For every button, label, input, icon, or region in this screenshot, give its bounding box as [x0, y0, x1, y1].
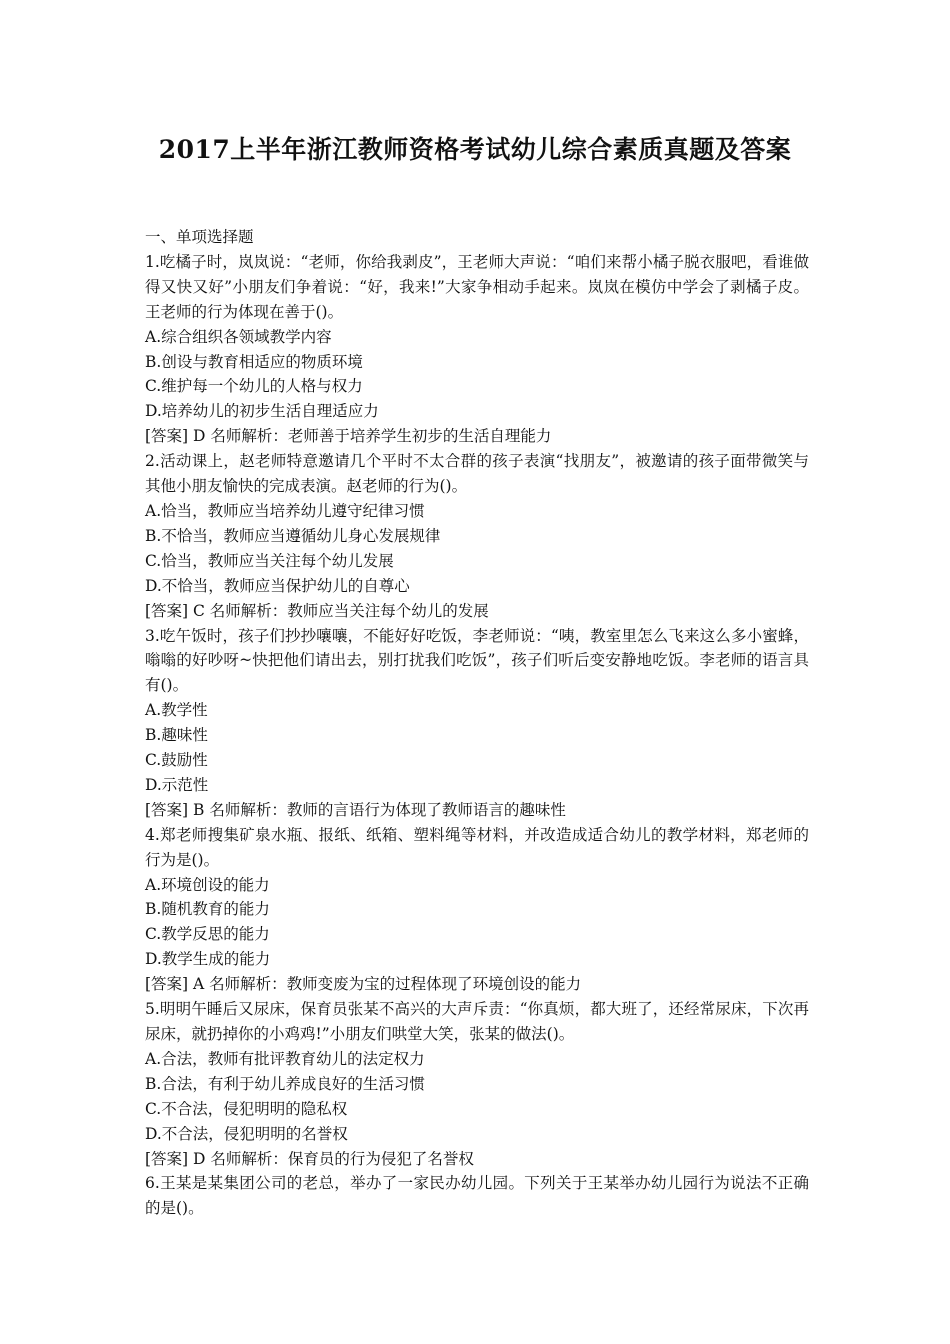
- option-a: A.环境创设的能力: [145, 875, 270, 894]
- option-c: C.鼓励性: [145, 751, 208, 770]
- option-b: B.创设与教育相适应的物质环境: [145, 352, 363, 371]
- option-a: A.综合组织各领域教学内容: [145, 327, 332, 346]
- option-d: D.教学生成的能力: [145, 950, 271, 969]
- option-d: D.培养幼儿的初步生活自理适应力: [145, 402, 379, 421]
- option-d: D.不恰当，教师应当保护幼儿的自尊心: [145, 576, 410, 595]
- question-stem: 2.活动课上，赵老师特意邀请几个平时不太合群的孩子表演“找朋友”，被邀请的孩子面带微笑与其他小朋友愉快的完成表演。赵老师的行为()。: [145, 452, 809, 496]
- question-stem: 3.吃午饭时，孩子们抄抄嚷嚷，不能好好吃饭，李老师说：“咦，教室里怎么飞来这么多小蜜蜂，嗡嗡的好吵呀~快把他们请出去，别打扰我们吃饭”，孩子们听后变安静地吃饭。李老师的语言具有()。: [145, 626, 809, 695]
- answer-analysis: [答案] A 名师解析：教师变废为宝的过程体现了环境创设的能力: [145, 975, 582, 994]
- option-a: A.合法，教师有批评教育幼儿的法定权力: [145, 1049, 425, 1068]
- option-c: C.教学反思的能力: [145, 925, 270, 944]
- option-a: A.教学性: [145, 701, 208, 720]
- option-b: B.随机教育的能力: [145, 900, 270, 919]
- answer-analysis: [答案] D 名师解析：老师善于培养学生初步的生活自理能力: [145, 427, 552, 446]
- option-a: A.恰当，教师应当培养幼儿遵守纪律习惯: [145, 501, 425, 520]
- document-body: [145, 225, 809, 1221]
- answer-analysis: [答案] B 名师解析：教师的言语行为体现了教师语言的趣味性: [145, 800, 566, 819]
- option-d: D.不合法，侵犯明明的名誉权: [145, 1124, 348, 1143]
- option-c: C.恰当，教师应当关注每个幼儿发展: [145, 551, 394, 570]
- option-b: B.趣味性: [145, 726, 208, 745]
- option-d: D.示范性: [145, 775, 209, 794]
- answer-analysis: [答案] D 名师解析：保育员的行为侵犯了名誉权: [145, 1149, 474, 1168]
- option-b: B.不恰当，教师应当遵循幼儿身心发展规律: [145, 526, 441, 545]
- option-c: C.不合法，侵犯明明的隐私权: [145, 1099, 348, 1118]
- question-stem: 5.明明午睡后又尿床，保育员张某不高兴的大声斥责：“你真烦，都大班了，还经常尿床，下次再尿床，就扔掉你的小鸡鸡!”小朋友们哄堂大笑，张某的做法()。: [145, 1000, 809, 1043]
- answer-analysis: [答案] C 名师解析：教师应当关注每个幼儿的发展: [145, 601, 489, 620]
- question-stem: 4.郑老师搜集矿泉水瓶、报纸、纸箱、塑料绳等材料，并改造成适合幼儿的教学材料，郑老师的行为是()。: [145, 825, 809, 869]
- option-c: C.维护每一个幼儿的人格与权力: [145, 377, 363, 396]
- document-title: 2017上半年浙江教师资格考试幼儿综合素质真题及答案: [158, 135, 792, 164]
- question-stem: 6.王某是某集团公司的老总，举办了一家民办幼儿园。下列关于王某举办幼儿园行为说法不正确的是()。: [145, 1174, 809, 1218]
- section-heading: 一、单项选择题: [145, 228, 254, 246]
- question-stem: 1.吃橘子时，岚岚说：“老师，你给我剥皮”，王老师大声说：“咱们来帮小橘子脱衣服吧，看谁做得又快又好”小朋友们争着说：“好，我来!”大家争相动手起来。岚岚在模仿中学会了剥橘子皮。王老师的行为体现在善于()。: [145, 252, 809, 321]
- option-b: B.合法，有利于幼儿养成良好的生活习惯: [145, 1074, 425, 1093]
